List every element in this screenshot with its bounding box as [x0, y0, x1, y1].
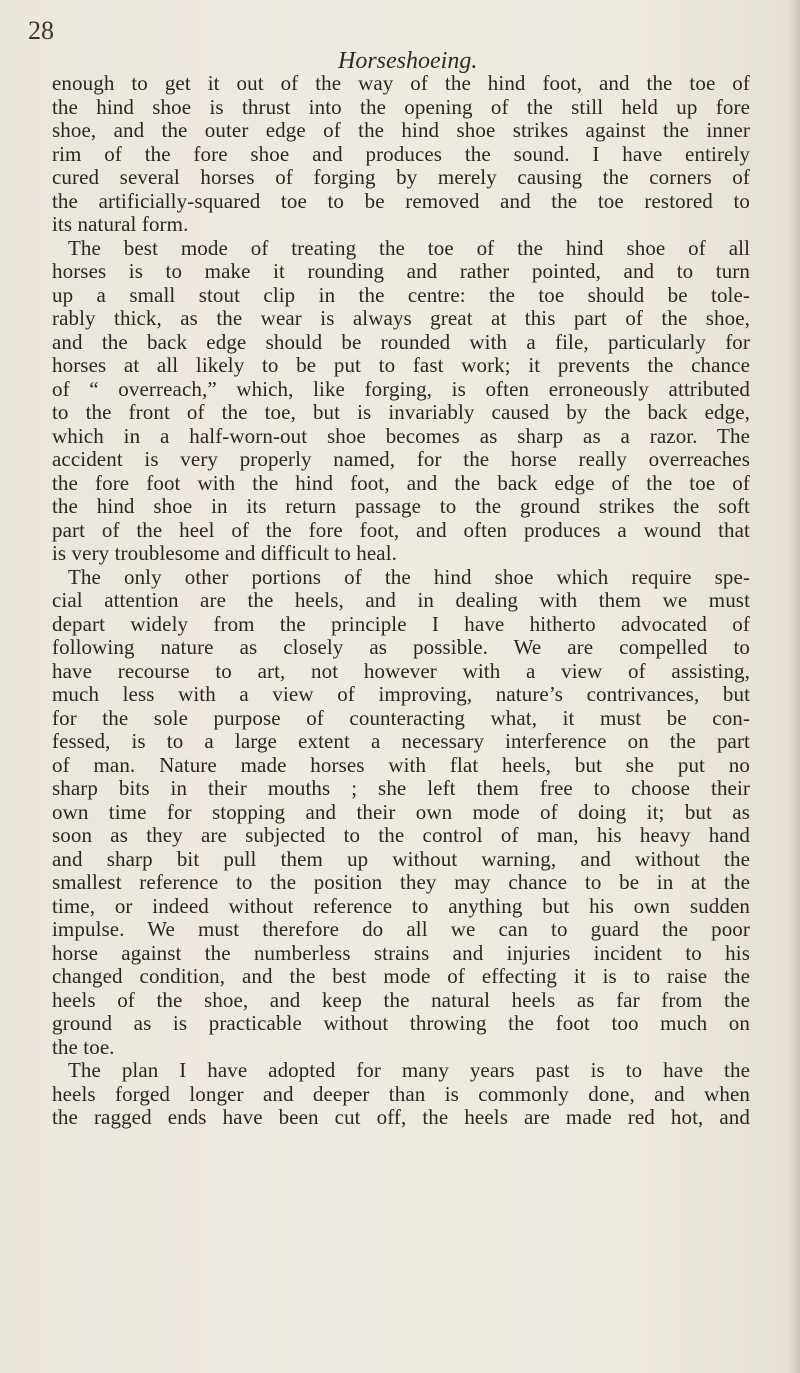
text-line: part of the heel of the fore foot, and often produces a wound that [52, 517, 750, 542]
text-line: to the front of the toe, but is invariably caused by the back edge, [52, 400, 750, 424]
text-line: heels forged longer and deeper than is commonly done, and when [52, 1081, 750, 1106]
text-line: time, or indeed without reference to anything but his own sudden [52, 893, 750, 918]
text-line: cial attention are the heels, and in dealing with them we must [52, 588, 750, 612]
text-line: shoe, and the outer edge of the hind shoe strikes against the inner [52, 118, 750, 142]
text-line: the ragged ends have been cut off, the heels are made red hot, and [52, 1105, 750, 1129]
text-line: the hind shoe in its return passage to the ground strikes the soft [52, 494, 750, 518]
text-line: of man. Nature made horses with flat heels, but she put no [52, 752, 750, 777]
text-line: the toe. [52, 1034, 115, 1059]
running-title: Horseshoeing. [338, 48, 478, 74]
text-line: up a small stout clip in the centre: the toe should be tole- [52, 282, 750, 307]
text-line: heels of the shoe, and keep the natural heels as far from the [52, 987, 750, 1012]
running-head [28, 8, 778, 74]
text-line: the fore foot with the hind foot, and the back edge of the toe of [52, 470, 750, 495]
text-line: for the sole purpose of counteracting what, it must be con- [52, 705, 750, 730]
text-line: cured several horses of forging by merely causing the corners of [52, 165, 750, 189]
text-line: its natural form. [52, 212, 189, 236]
text-line: following nature as closely as possible. We are compelled to [52, 635, 750, 659]
text-line: of “ overreach,” which, like forging, is often erroneously attributed [52, 376, 750, 401]
text-line: impulse. We must therefore do all we can to guard the poor [52, 917, 750, 941]
text-line: horse against the numberless strains and injuries incident to his [52, 940, 750, 965]
text-line: rim of the fore shoe and produces the sound. I have entirely [52, 141, 750, 166]
body-text [52, 72, 750, 1130]
text-line: sharp bits in their mouths ; she left them free to choose their [52, 776, 750, 800]
text-line: which in a half-worn-out shoe becomes as sharp as a razor. The [52, 423, 750, 448]
text-line: enough to get it out of the way of the hind foot, and the toe of [52, 71, 750, 95]
text-line: the hind shoe is thrust into the opening of the still held up fore [52, 94, 750, 119]
text-line: depart widely from the principle I have hitherto advocated of [52, 611, 750, 636]
text-line: smallest reference to the position they may chance to be in at the [52, 870, 750, 894]
text-line: and sharp bit pull them up without warning, and without the [52, 846, 750, 871]
text-line: ground as is practicable without throwing the foot too much on [52, 1011, 750, 1035]
text-line: is very troublesome and difficult to heal. [52, 541, 397, 565]
text-line: changed condition, and the best mode of effecting it is to raise the [52, 964, 750, 988]
text-line: horses is to make it rounding and rather pointed, and to turn [52, 259, 750, 283]
page-number: 28 [28, 16, 54, 45]
text-line: The plan I have adopted for many years past is to have the [68, 1058, 750, 1082]
page-edge-shadow [788, 0, 800, 1373]
text-line: have recourse to art, not however with a view of assisting, [52, 658, 750, 683]
text-line: horses at all likely to be put to fast work; it prevents the chance [52, 353, 750, 377]
text-line: The only other portions of the hind shoe which require spe- [68, 564, 750, 589]
text-line: own time for stopping and their own mode of doing it; but as [52, 799, 750, 824]
text-line: the artificially-squared toe to be removed and the toe restored to [52, 188, 750, 213]
text-line: accident is very properly named, for the horse really overreaches [52, 447, 750, 471]
text-line: soon as they are subjected to the control of man, his heavy hand [52, 823, 750, 847]
text-line: rably thick, as the wear is always great at this part of the shoe, [52, 306, 750, 330]
text-line: and the back edge should be rounded with a file, particularly for [52, 329, 750, 354]
text-line: The best mode of treating the toe of the hind shoe of all [68, 235, 750, 260]
text-line: fessed, is to a large extent a necessary interference on the part [52, 729, 750, 753]
text-line: much less with a view of improving, nature’s contrivances, but [52, 682, 750, 706]
